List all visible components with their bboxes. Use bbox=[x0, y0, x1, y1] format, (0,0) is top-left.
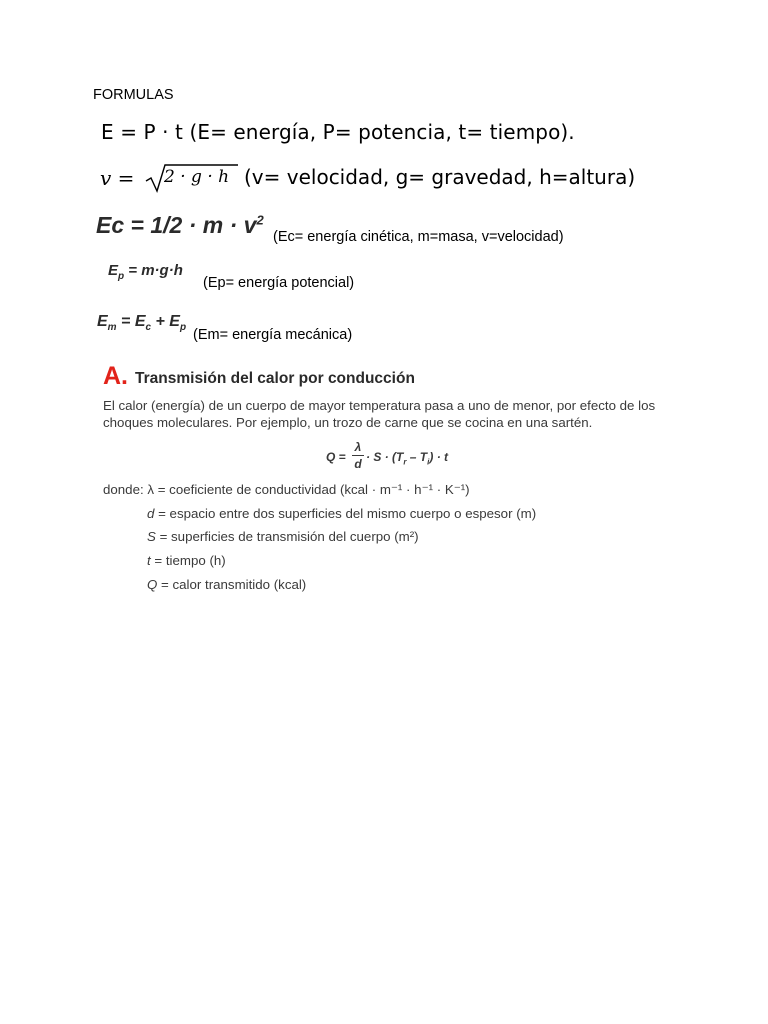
mechanical-energy-description: (Em= energía mecánica) bbox=[193, 327, 353, 343]
definition-variable: S bbox=[147, 529, 156, 544]
kinetic-term-subscript: c bbox=[145, 322, 152, 334]
conduction-formula bbox=[326, 440, 456, 474]
definition-variable: d bbox=[147, 506, 155, 521]
section-title: Transmisión del calor por conducción bbox=[135, 370, 415, 387]
formula-subscript: r bbox=[403, 457, 407, 467]
definition-text: = calor transmitido (kcal) bbox=[157, 577, 307, 592]
paragraph-line: El calor (energía) de un cuerpo de mayor temperatura pasa a uno de menor, por efecto de los bbox=[103, 398, 656, 413]
definition-row bbox=[103, 482, 470, 498]
kinetic-energy-exponent: 2 bbox=[256, 212, 264, 228]
definition-text: = espacio entre dos superficies del mismo cuerpo o espesor (m) bbox=[154, 506, 537, 521]
velocity-formula-radicand: 2 · g · h bbox=[164, 167, 230, 187]
conduction-formula-lhs: Q = bbox=[326, 450, 346, 464]
definition-row bbox=[147, 529, 419, 544]
kinetic-energy-expression: Ec = 1/2 · m · v bbox=[96, 212, 257, 238]
definition-variable: λ bbox=[147, 482, 155, 497]
energy-power-formula: E = P · t (E= energía, P= potencia, t= tiempo). bbox=[101, 120, 575, 144]
potential-term: E bbox=[169, 313, 180, 330]
potential-energy-formula bbox=[108, 262, 183, 282]
mechanical-energy-subscript: m bbox=[107, 322, 117, 334]
definition-prefix: donde: bbox=[103, 482, 148, 497]
formula-part: – T bbox=[406, 450, 428, 464]
definition-row bbox=[147, 553, 226, 568]
definition-row bbox=[147, 506, 536, 521]
definition-text: = tiempo (h) bbox=[150, 553, 226, 568]
definition-text: = superficies de transmisión del cuerpo (m²) bbox=[155, 529, 419, 544]
potential-energy-symbol: E bbox=[108, 262, 119, 279]
mechanical-energy-symbol: E bbox=[97, 313, 108, 330]
fraction-bar bbox=[352, 455, 364, 456]
section-letter: A. bbox=[103, 362, 128, 390]
velocity-formula-description: (v= velocidad, g= gravedad, h=altura) bbox=[244, 165, 636, 189]
potential-energy-description: (Ep= energía potencial) bbox=[203, 275, 355, 291]
kinetic-term: E bbox=[134, 313, 146, 330]
potential-energy-subscript: p bbox=[118, 271, 125, 282]
conduction-formula-rhs bbox=[366, 450, 448, 466]
definition-variable: t bbox=[147, 553, 151, 568]
plus-sign: + bbox=[151, 313, 170, 330]
fraction-numerator: λ bbox=[354, 440, 362, 454]
potential-energy-rhs: = m·g·h bbox=[124, 262, 183, 279]
paragraph-line: choques moleculares. Por ejemplo, un trozo de carne que se cocina en una sartén. bbox=[103, 415, 593, 430]
potential-term-subscript: p bbox=[179, 322, 187, 334]
equals-sign: = bbox=[116, 313, 135, 330]
formula-part: · S · (T bbox=[366, 450, 404, 464]
page-heading: FORMULAS bbox=[93, 87, 174, 103]
heat-conduction-excerpt bbox=[100, 358, 680, 602]
conductivity-fraction bbox=[352, 440, 364, 471]
definition-text: = coeficiente de conductividad (kcal · m⁻¹ · h⁻¹ · K⁻¹) bbox=[154, 482, 470, 497]
kinetic-energy-formula bbox=[96, 212, 264, 239]
velocity-formula-lhs: v = bbox=[100, 166, 135, 190]
definition-variable: Q bbox=[147, 577, 158, 592]
formula-subscript: i bbox=[427, 457, 430, 467]
mechanical-energy-formula bbox=[97, 313, 186, 333]
fraction-denominator: d bbox=[354, 457, 362, 471]
formula-part: ) · t bbox=[429, 450, 449, 464]
definition-row bbox=[147, 577, 306, 592]
kinetic-energy-description: (Ec= energía cinética, m=masa, v=velocidad) bbox=[273, 229, 564, 245]
